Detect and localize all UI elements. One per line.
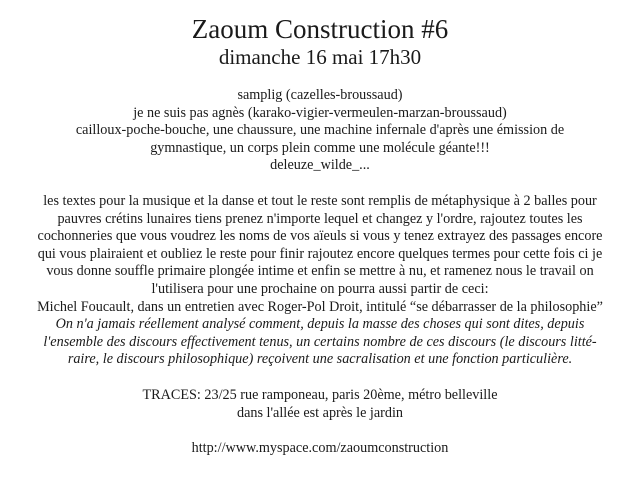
program-line: deleuze_wilde_... bbox=[270, 157, 370, 174]
spacer bbox=[6, 175, 634, 193]
manifesto-line: pauvres crétins lunaires tiens prenez n'importe lequel et changez y l'ordre, rajoutez toutes les bbox=[57, 210, 583, 227]
manifesto-line: l'utilisera pour une prochaine on pourra aussi partir de ceci: bbox=[151, 280, 489, 297]
program-list bbox=[6, 87, 634, 175]
program-line: gymnastique, un corps plein comme une molécule géante!!! bbox=[150, 139, 490, 156]
myspace-link-container bbox=[6, 440, 634, 457]
program-line: cailloux-poche-bouche, une chaussure, une machine infernale d'après une émission de bbox=[75, 122, 565, 139]
foucault-quote bbox=[6, 316, 634, 369]
quote-line: raire, le discours philosophique) reçoivent une sacralisation et une fonction particulière. bbox=[67, 351, 573, 368]
manifesto-line: vous donne souffle primaire plongée intime et enfin se mettre à nu, et ramenez nous le travail on bbox=[46, 263, 594, 280]
venue-directions: dans l'allée est après le jardin bbox=[236, 404, 404, 421]
manifesto-text bbox=[6, 193, 634, 316]
program-line: je ne suis pas agnès (karako-vigier-vermeulen-marzan-broussaud) bbox=[133, 104, 507, 121]
quote-line: On n'a jamais réellement analysé comment, depuis la masse des choses qui sont dites, depuis bbox=[55, 316, 585, 333]
manifesto-line: qui vous plairaient et oubliez le reste pour finir rajoutez encore quelques termes pour cette fois ci je bbox=[37, 245, 603, 262]
venue-info bbox=[6, 387, 634, 422]
page-title: Zaoum Construction #6 bbox=[191, 14, 449, 44]
program-line: samplig (cazelles-broussaud) bbox=[237, 87, 403, 103]
spacer bbox=[6, 369, 634, 387]
manifesto-line: les textes pour la musique et la danse et tout le reste sont remplis de métaphysique à 2 balles pour bbox=[43, 192, 597, 209]
quote-line: l'ensemble des discours effectivement tenus, un certains nombre de ces discours (le discours litté- bbox=[43, 333, 597, 350]
manifesto-line: Michel Foucault, dans un entretien avec Roger-Pol Droit, intitulé “se débarrasser de la philosophie” bbox=[37, 298, 603, 315]
manifesto-line: cochonneries que vous voudrez les noms de vos aïeuls si vous y tenez extrayez des passages encore bbox=[37, 228, 603, 245]
myspace-link[interactable]: http://www.myspace.com/zaoumconstruction bbox=[191, 440, 449, 457]
event-date: dimanche 16 mai 17h30 bbox=[218, 45, 422, 69]
venue-address: TRACES: 23/25 rue ramponeau, paris 20ème, métro belleville bbox=[142, 386, 498, 403]
